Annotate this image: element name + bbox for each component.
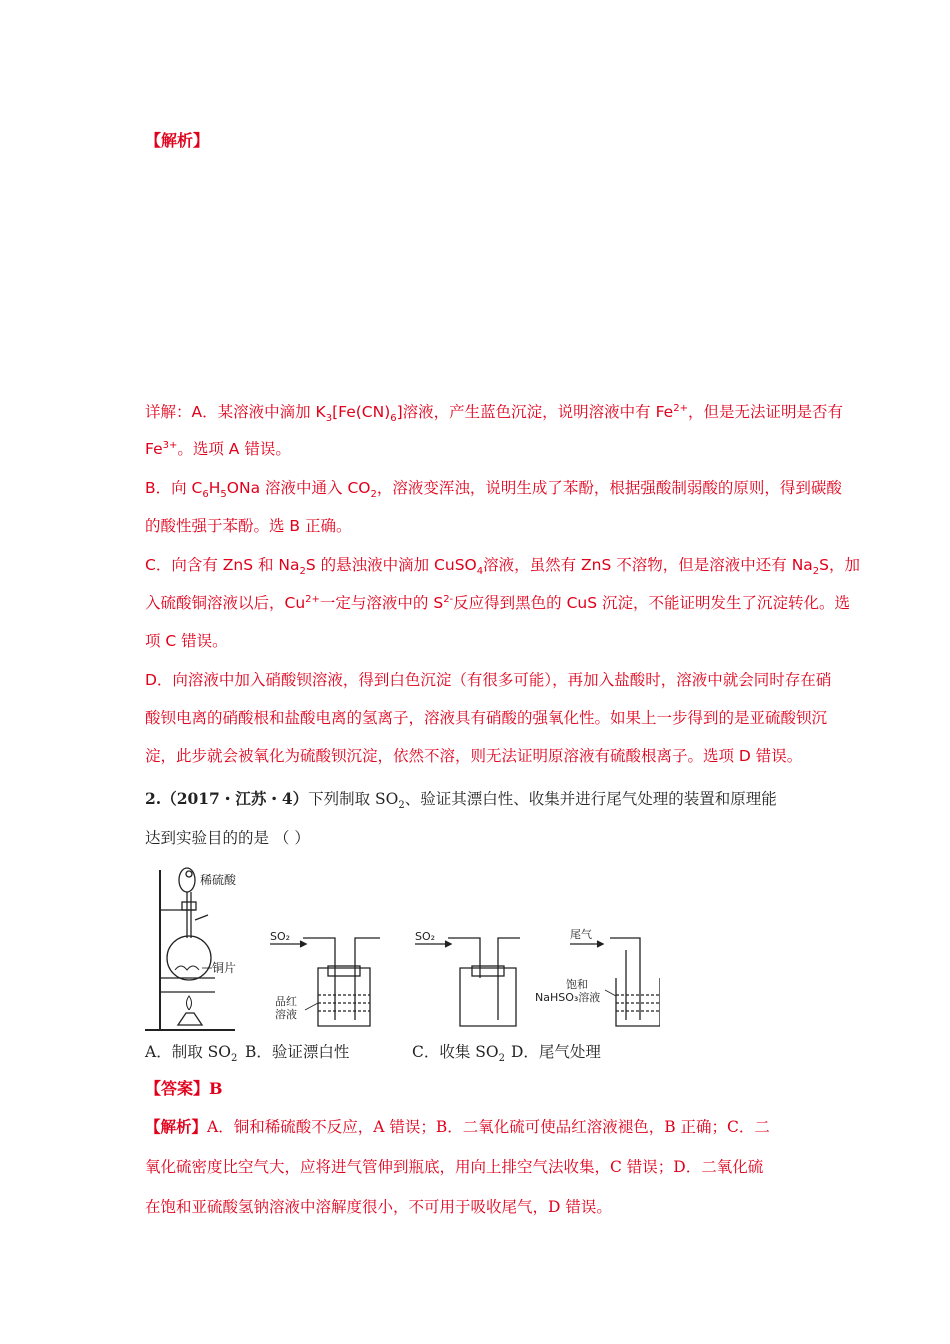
answer-value: B [209, 1079, 223, 1098]
analysis2-line-1: 【解析】A．铜和稀硫酸不反应，A 错误；B．二氧化硫可使品红溶液褪色，B 正确；C．二 [145, 1117, 770, 1136]
detail-line-a2: $Fe^{3+}$。选项 A 错误。 [145, 439, 291, 458]
detail-line-a1: 详解：A．某溶液中滴加 $K_3[Fe(CN)_6]$溶液，产生蓝色沉淀，说明溶液中有 $Fe^{2+}$，但是无法证明是否有 [145, 402, 843, 425]
label-copper: 铜片 [212, 961, 237, 975]
question-line-1: 2.（2017・江苏・4）下列制取 $SO_2$、验证其漂白性、收集并进行尾气处理的装置和原理能 [145, 789, 777, 812]
label-so2-b: SO₂ [270, 930, 291, 943]
option-d: D．尾气处理 [511, 1043, 601, 1061]
answer [145, 1076, 223, 1099]
detail-line-d2: 酸钡电离的硝酸根和盐酸电离的氢离子，溶液具有硝酸的强氧化性。如果上一步得到的是亚硫酸钡沉 [145, 709, 828, 727]
label-sat: 饱和 [566, 978, 588, 991]
option-a: A．制取 $SO_2$ [145, 1043, 238, 1065]
apparatus-a [145, 868, 237, 1030]
label-tail: 尾气 [570, 928, 592, 941]
detail-line-d1: D．向溶液中加入硝酸钡溶液，得到白色沉淀（有很多可能），再加入盐酸时，溶液中就会同时存在硝 [145, 671, 832, 689]
apparatus-c [415, 930, 520, 1026]
label-pinhong-1: 品红 [275, 995, 297, 1008]
question-line-2: 达到实验目的的是 （ ） [145, 829, 310, 847]
analysis-heading: 【解析】 [145, 131, 210, 150]
label-pinhong-2: 溶液 [275, 1008, 297, 1021]
label-nahso3: NaHSO₃溶液 [535, 991, 601, 1004]
apparatus-d [535, 927, 660, 1026]
option-c: C．收集 $SO_2$ [412, 1043, 505, 1065]
detail-line-b2: 的酸性强于苯酚。选 B 正确。 [145, 517, 352, 535]
detail-line-c3: 项 C 错误。 [145, 632, 228, 650]
analysis2-line-3: 在饱和亚硫酸氢钠溶液中溶解度很小，不可用于吸收尾气，D 错误。 [145, 1198, 612, 1216]
question-source: （2017・江苏・4） [161, 789, 309, 808]
detail-line-c1: C．向含有 ZnS 和 $Na_2S$ 的悬浊液中滴加 CuSO$_4$溶液，虽然有 ZnS 不溶物，但是溶液中还有 $Na_2S$，加 [145, 556, 861, 578]
answer-label: 【答案】 [145, 1079, 210, 1098]
detail-line-b1: B．向 $C_6H_5ONa$ 溶液中通入 $CO_2$，溶液变浑浊，说明生成了苯酚，根据强酸制弱酸的原则，得到碳酸 [145, 479, 842, 501]
analysis2-label: 【解析】 [145, 1117, 208, 1136]
detail-line-d3: 淀，此步就会被氧化为硫酸钡沉淀，依然不溶，则无法证明原溶液有硫酸根离子。选项 D 错误。 [145, 747, 803, 765]
apparatus-diagram [140, 860, 660, 1035]
label-acid: 稀硫酸 [200, 873, 237, 887]
apparatus-b [270, 930, 380, 1026]
option-b: B．验证漂白性 [245, 1043, 350, 1061]
question-number: 2. [145, 789, 162, 808]
label-so2-c: SO₂ [415, 930, 436, 943]
detail-line-c2: 入硫酸铜溶液以后，$Cu^{2+}$一定与溶液中的 $S^{2-}$反应得到黑色的 CuS 沉淀，不能证明发生了沉淀转化。选 [145, 593, 851, 612]
analysis2-line-2: 氧化硫密度比空气大，应将进气管伸到瓶底，用向上排空气法收集，C 错误；D．二氧化硫 [145, 1158, 764, 1176]
